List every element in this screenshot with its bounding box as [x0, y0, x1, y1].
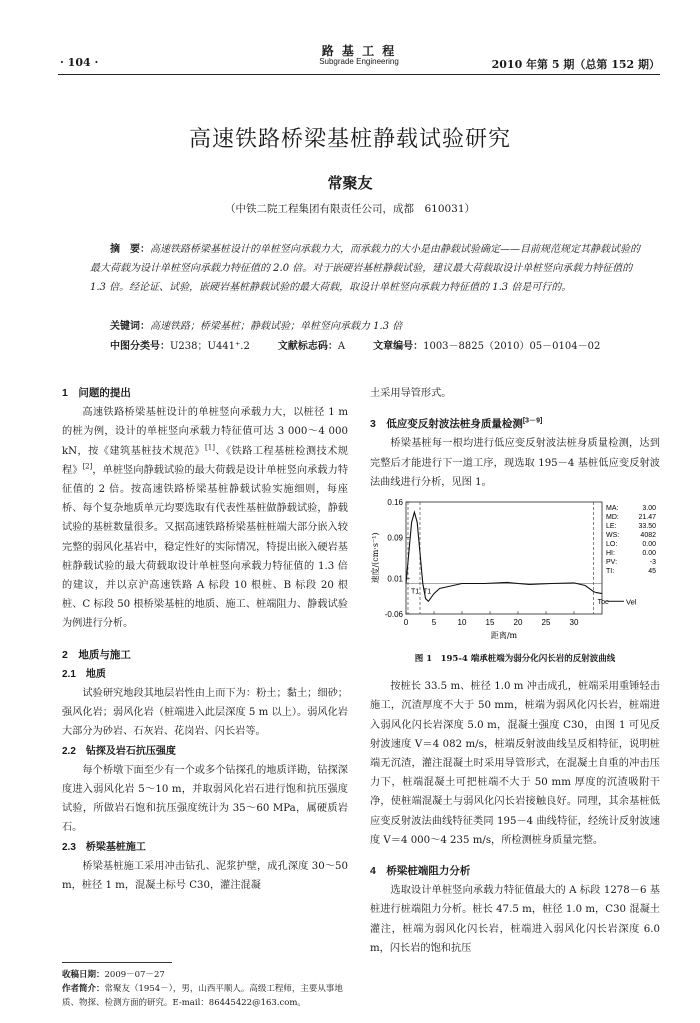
param-value: 0.00	[642, 550, 656, 558]
section-2-3-heading: 2.3 桥梁基桩施工	[62, 841, 146, 853]
section-2-3-paragraph: 桥梁基桩施工采用冲击钻孔、泥浆护壁，成孔深度 30～50 m，桩径 1 m，混凝土标号 C30，灌注混凝	[62, 860, 348, 892]
section-2-2-paragraph: 每个桥墩下面至少有一个或多个钻探孔的地质详勘，钻探深度进入弱风化岩 5～10 m，并取弱风化岩石进行饱和抗压强度试验，所做岩石饱和抗压强度统计为 35～60 MPa，属硬质岩石。	[62, 764, 348, 834]
param-name: HI:	[606, 550, 615, 558]
param-name: MA:	[606, 505, 619, 513]
section-3-paragraph-2: 按桩长 33.5 m、桩径 1.0 m 冲击成孔，桩端采用重锤轻击施工，沉渣厚度不大于 50 mm，桩端为弱风化闪长岩，桩端进入弱风化闪长岩深度 5.0 m，混凝土强度 C30，由图 1 可见反射波速度 V＝4 082 m/s，桩端反射波曲线呈反相特征，说明桩端无沉渣，灌注混凝土时采用导管形式，在混凝土自重的冲击压力下，桩端混凝土可把桩端不大于 50 mm 厚度的沉渣吸附干净，使桩端混凝土与弱风化闪长岩接触良好。同理，其余基桩低应变反射波法曲线特征类同 195－4 曲线特征，经统计反射波速度 V＝4 000～4 235 m/s，所检测桩身质量完整。	[370, 681, 660, 846]
page-number: · 104 ·	[60, 56, 99, 69]
y-tick-label: 0.01	[387, 574, 403, 584]
param-name: PV:	[606, 559, 618, 567]
plot-frame	[406, 502, 602, 614]
param-name: LE:	[606, 523, 617, 531]
section-2-heading: 2 地质与施工	[62, 648, 131, 661]
param-value: 21.47	[638, 514, 656, 522]
continued-text: 土采用导管形式。	[370, 388, 452, 399]
param-value: 0.00	[642, 541, 656, 549]
y-tick-label: 0.09	[387, 533, 403, 543]
journal-title: 路 基 工 程	[321, 44, 397, 58]
section-2-1-paragraph: 试验研究地段其地层岩性由上而下为：粉土；黏土；细砂；强风化岩；弱风化岩（桩端进入此层深度 5 m 以上）。弱风化岩大部分为砂岩、石灰岩、花岗岩、闪长岩等。	[62, 688, 348, 738]
right-column	[370, 384, 660, 958]
abstract	[90, 240, 640, 297]
header-rule	[58, 74, 660, 75]
abstract-label: 摘 要：	[110, 244, 150, 255]
x-tick-label: 10	[457, 618, 467, 628]
classification-line	[110, 337, 640, 352]
marker-label: Toe	[597, 598, 609, 606]
paper-author: 常聚友	[327, 174, 373, 192]
param-name: MD:	[606, 514, 619, 522]
param-value: -3	[649, 559, 656, 567]
keywords	[90, 317, 640, 332]
marker-label: T1	[423, 588, 432, 596]
article-number: 文章编号：1003－8825（2010）05－0104－02	[373, 341, 601, 352]
param-name: WS:	[606, 532, 620, 540]
legend-label: Vel	[626, 597, 637, 607]
x-tick-label: 25	[541, 618, 551, 628]
x-tick-label: 5	[431, 618, 437, 628]
section-1-heading: 1 问题的提出	[62, 387, 131, 399]
footnote-rule	[62, 962, 172, 963]
footnote	[62, 968, 352, 1010]
x-tick-label: 20	[513, 618, 523, 628]
x-axis-label: 距离/m	[490, 631, 518, 641]
abstract-text: 高速铁路桥梁基桩设计的单桩竖向承载力大，而承载力的大小是由静载试验确定——目前规范规定其静载试验的最大荷载为设计单桩竖向承载力特征值的 2.0 倍。对于嵌硬岩基桩静载试验，建议最大荷载取设计单桩竖向承载力特征值的 1.3 倍。经论证、试验，嵌硬岩基桩静载试验的最大荷载，取设计单桩竖向承载力特征值的 1.3 倍是可行的。	[90, 244, 640, 293]
param-value: 45	[648, 568, 656, 576]
param-value: 33.50	[638, 523, 656, 531]
figure-1-caption: 图 1 195-4 端承桩端为弱分化闪长岩的反射波曲线	[414, 654, 616, 665]
reflection-wave-chart	[370, 496, 660, 646]
running-head	[58, 40, 660, 74]
section-4-paragraph: 选取设计单桩竖向承载力特征值最大的 A 标段 1278－6 基桩进行桩端阻力分析。桩长 47.5 m，桩径 1.0 m，C30 混凝土灌注，桩端为弱风化闪长岩，桩端进入弱风化闪长岩深度 6.0 m，闪长岩的饱和抗压	[370, 885, 660, 954]
issue-info: 2010 年第 5 期（总第 152 期）	[491, 58, 660, 71]
y-tick-label: -0.06	[384, 610, 403, 620]
param-name: TI:	[606, 568, 615, 576]
author-affiliation: （中铁二院工程集团有限责任公司，成都 610031）	[224, 203, 476, 215]
figure-1	[370, 496, 660, 646]
received-date: 收稿日期：2009－07－27	[62, 970, 165, 980]
author-bio: 作者简介：常聚友（1954－），男，山西平顺人。高级工程师，主要从事地质、物探、检测方面的研究。E-mail：86445422@163.com。	[62, 984, 343, 1008]
x-tick-label: 30	[569, 618, 579, 628]
section-1-paragraph: 高速铁路桥梁基桩设计的单桩竖向承载力大，以桩径 1 m 的桩为例，设计的单桩竖向承载力特征值可达 3 000～4 000 kN，按《建筑基桩技术规范》[1]、《铁路工程基桩检测技术规程》[2]，单桩竖向静载试验的最大荷载是设计单桩竖向承载力特征值的 2 倍。按高速铁路桥梁基桩静载试验实施细则，每座桥、每个复杂地质单元均要选取有代表性基桩做静载试验，静载试验的基桩数量很多。又据高速铁路桥梁基桩桩端大部分嵌入较完整的弱风化基岩中，稳定性好的实际情况，特提出嵌入硬岩基桩静载试验的最大荷载取设计单桩竖向承载力特征值的 1.3 倍的建议，并以京沪高速铁路 A 标段 10 根桩、B 标段 20 根桩、C 标段 50 根桥梁基桩的地质、施工、桩端阻力、静载试验为例进行分析。	[62, 407, 349, 630]
journal-title-en: Subgrade Engineering	[319, 57, 399, 66]
param-value: 3.00	[642, 505, 656, 513]
paper-title: 高速铁路桥梁基桩静载试验研究	[188, 126, 511, 151]
y-axis-label: 速度/(cm·s⁻¹)	[371, 532, 380, 584]
section-2-2-heading: 2.2 钻探及岩石抗压强度	[62, 745, 176, 757]
vel-series-line	[406, 512, 602, 601]
doc-code: 文献标志码：A	[277, 341, 346, 352]
section-3-heading: 3 低应变反射波法桩身质量检测[3－9]	[370, 417, 543, 431]
marker-label: T1	[411, 588, 420, 596]
left-column	[62, 384, 348, 895]
y-tick-label: 0.16	[387, 498, 403, 508]
keywords-label: 关键词：	[110, 321, 150, 332]
clc-number: 中图分类号：U238；U441⁺.2	[110, 341, 250, 352]
keywords-text: 高速铁路；桥梁基桩；静载试验；单桩竖向承载力 1.3 倍	[150, 321, 403, 332]
section-3-paragraph: 桥梁基桩每一根均进行低应变反射波法桩身质量检测，达到完整后才能进行下一道工序，现选取 195－4 基桩低应变反射波法曲线进行分析，见图 1。	[370, 438, 660, 488]
section-2-1-heading: 2.1 地质	[62, 668, 106, 680]
x-tick-label: 15	[485, 618, 495, 628]
param-value: 4082	[640, 532, 656, 540]
param-name: LO:	[606, 541, 618, 549]
section-4-heading: 4 桥梁桩端阻力分析	[370, 865, 471, 878]
x-tick-label: 0	[403, 618, 409, 628]
